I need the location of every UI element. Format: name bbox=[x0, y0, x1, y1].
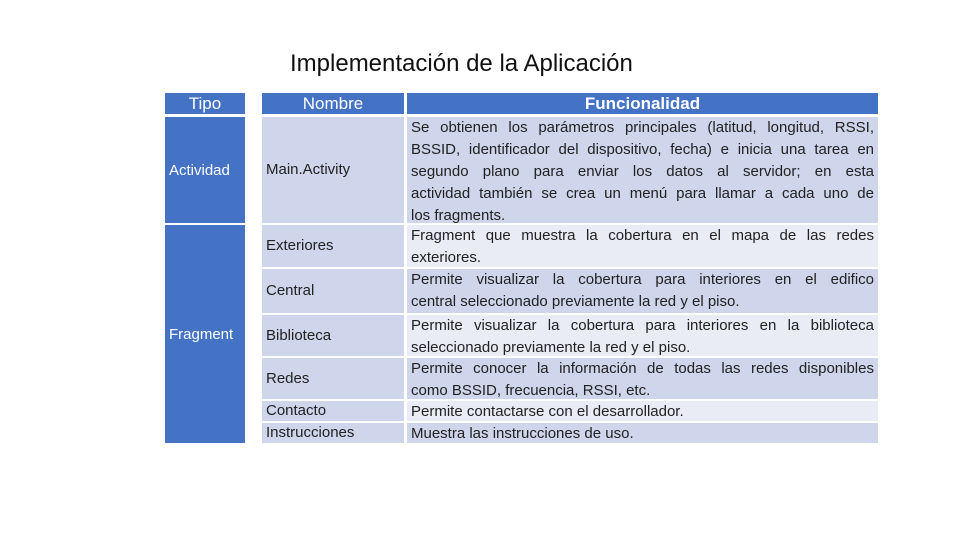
funcionalidad-row bbox=[407, 315, 878, 356]
funcionalidad-line: Fragment que muestra la cobertura en el mapa de las redes bbox=[411, 227, 874, 244]
nombre-cell-exteriores bbox=[262, 225, 404, 267]
nombre-label: Contacto bbox=[266, 402, 327, 419]
header-funcionalidad: Funcionalidad bbox=[407, 93, 878, 114]
funcionalidad-line: Permite contactarse con el desarrollador. bbox=[411, 403, 684, 420]
funcionalidad-line: Muestra las instrucciones de uso. bbox=[411, 425, 634, 442]
funcionalidad-row bbox=[407, 423, 878, 443]
tipo-cell-actividad bbox=[165, 117, 245, 223]
nombre-cell-contacto bbox=[262, 401, 404, 421]
funcionalidad-line: seleccionado previamente la red y el piso. bbox=[411, 339, 691, 356]
funcionalidad-line: Permite visualizar la cobertura para interiores en la biblioteca bbox=[411, 317, 874, 334]
nombre-cell-central bbox=[262, 269, 404, 313]
funcionalidad-row bbox=[407, 358, 878, 399]
funcionalidad-line: exteriores. bbox=[411, 249, 482, 266]
nombre-label: Exteriores bbox=[266, 237, 334, 254]
nombre-cell-main-activity bbox=[262, 117, 404, 223]
nombre-label: Biblioteca bbox=[266, 326, 332, 344]
nombre-cell-biblioteca bbox=[262, 315, 404, 356]
funcionalidad-line: como BSSID, frecuencia, RSSI, etc. bbox=[411, 382, 651, 399]
header-nombre: Nombre bbox=[262, 93, 404, 114]
funcionalidad-line: BSSID, identificador del dispositivo, fecha) e inicia una tarea en bbox=[411, 141, 874, 158]
funcionalidad-line: Permite conocer la información de todas las redes disponibles bbox=[411, 360, 874, 377]
funcionalidad-line: actividad también se crea un menú para llamar a cada uno de bbox=[411, 185, 874, 202]
funcionalidad-line: los fragments. bbox=[411, 207, 506, 224]
nombre-cell-instrucciones bbox=[262, 423, 404, 443]
nombre-label: Instrucciones bbox=[266, 424, 355, 441]
tipo-label: Actividad bbox=[169, 161, 230, 179]
tipo-cell-fragment bbox=[165, 225, 245, 443]
funcionalidad-line: Se obtienen los parámetros principales (latitud, longitud, RSSI, bbox=[411, 119, 874, 136]
nombre-label: Redes bbox=[266, 369, 310, 387]
funcionalidad-row bbox=[407, 225, 878, 267]
nombre-cell-redes bbox=[262, 358, 404, 399]
nombre-label: Main.Activity bbox=[266, 161, 351, 178]
header-tipo: Tipo bbox=[165, 93, 245, 114]
funcionalidad-line: Permite visualizar la cobertura para interiores en el edifico bbox=[411, 271, 874, 288]
funcionalidad-row bbox=[407, 269, 878, 313]
funcionalidad-line: central seleccionado previamente la red y el piso. bbox=[411, 293, 740, 310]
slide-title: Implementación de la Aplicación bbox=[290, 50, 633, 77]
funcionalidad-row bbox=[407, 117, 878, 223]
funcionalidad-row bbox=[407, 401, 878, 421]
nombre-label: Central bbox=[266, 282, 315, 299]
funcionalidad-line: segundo plano para enviar los datos al servidor; en esta bbox=[411, 163, 874, 180]
tipo-label: Fragment bbox=[169, 325, 234, 343]
